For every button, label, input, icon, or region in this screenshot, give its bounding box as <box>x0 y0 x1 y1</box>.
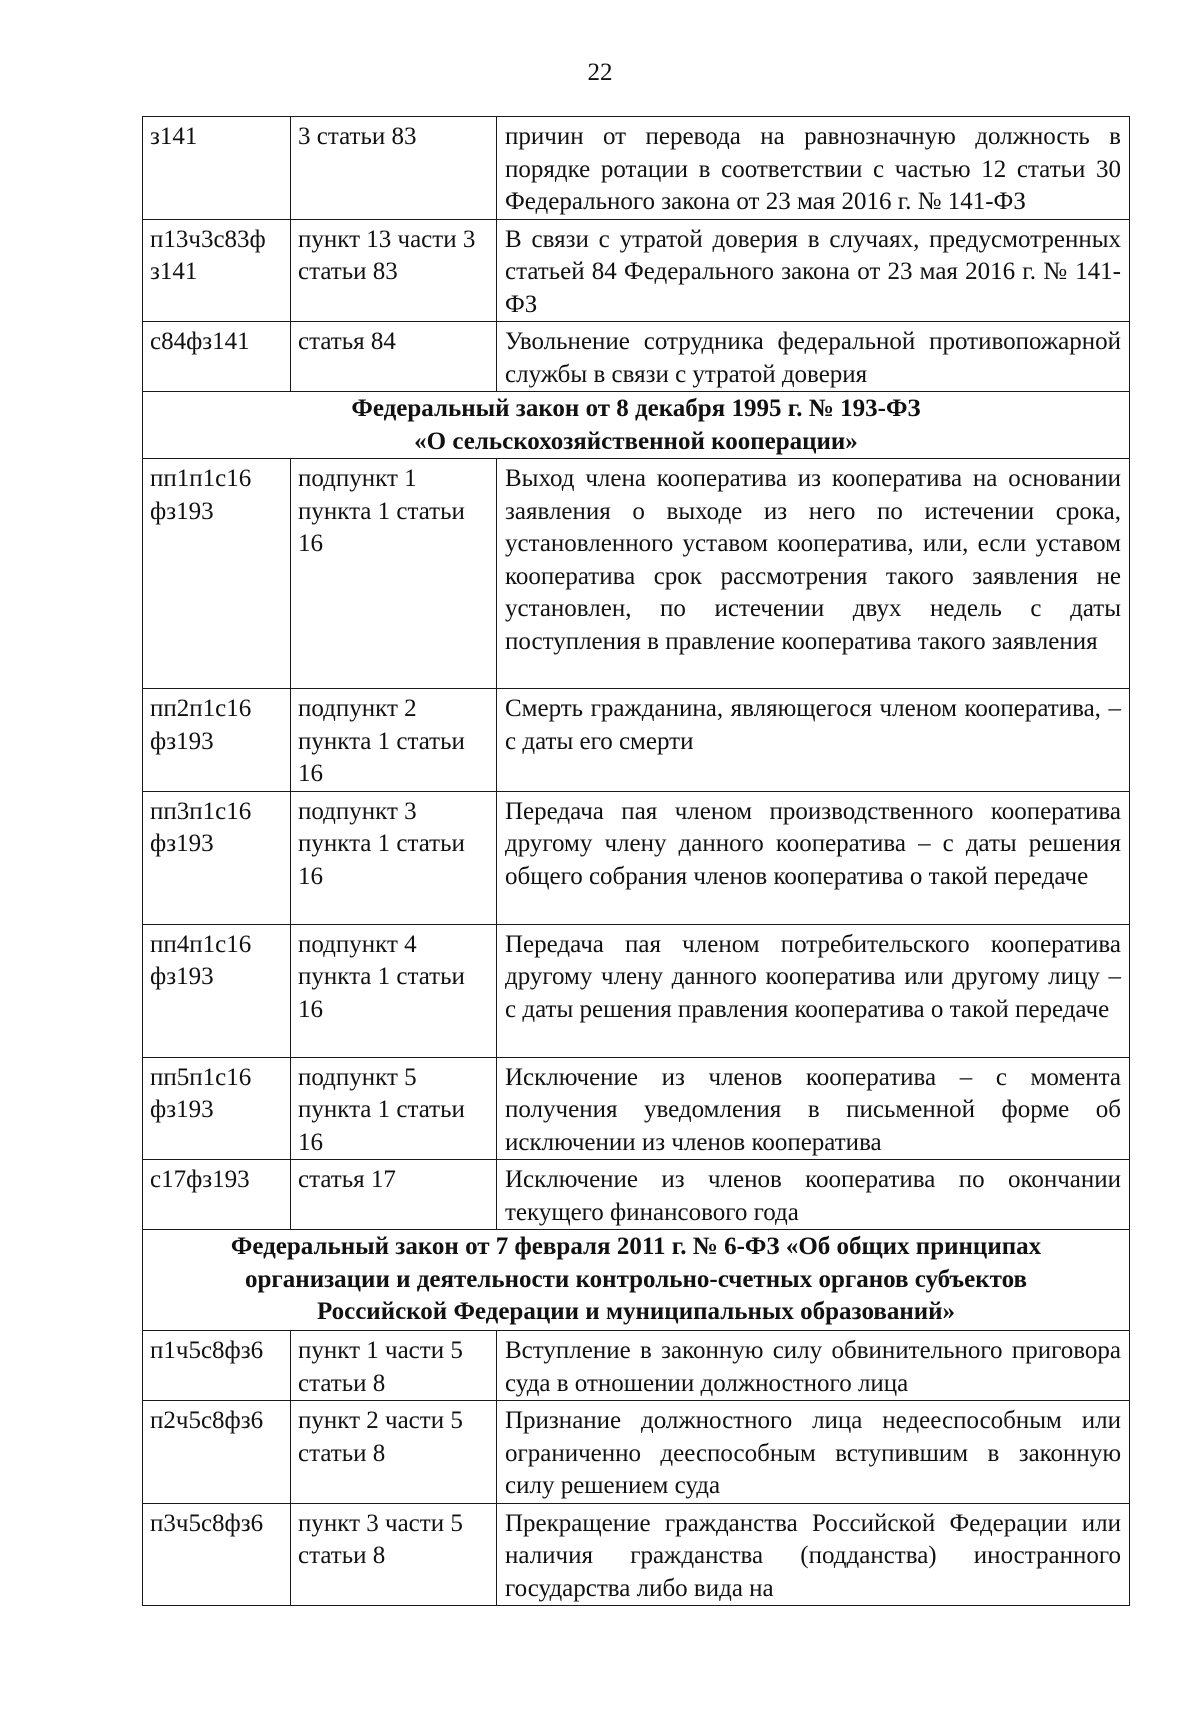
code-cell: с84фз141 <box>143 322 291 392</box>
description-cell: В связи с утратой доверия в случаях, предусмотренных статьей 84 Федерального закона от 23 мая 2016 г. № 141-ФЗ <box>497 219 1130 322</box>
description-cell: Смерть гражданина, являющегося членом кооператива, – с даты его смерти <box>497 689 1130 792</box>
description-cell: Передача пая членом потребительского кооператива другому члену данного кооператива или другому лицу – с даты решения правления кооператива о такой передаче <box>497 924 1130 1057</box>
section-header-row <box>143 1230 1130 1331</box>
code-cell: п1ч5с8фз6 <box>143 1331 291 1401</box>
section-heading <box>143 1230 1130 1331</box>
description-cell: причин от перевода на равнозначную должность в порядке ротации в соответствии с частью 12 статьи 30 Федерального закона от 23 мая 2016 г. № 141-ФЗ <box>497 117 1130 220</box>
section-heading-line: Федеральный закон от 7 февраля 2011 г. № 6-ФЗ «Об общих принципах <box>230 1233 1042 1260</box>
table-row <box>143 791 1130 924</box>
description-cell: Выход члена кооператива из кооператива на основании заявления о выходе из него по истечении срока, установленного уставом кооператива, или, если уставом кооператива срок рассмотрения такого заявления не установлен, по истечении двух недель с даты поступления в правление кооператива такого заявления <box>497 459 1130 689</box>
reference-cell: пункт 3 части 5 статьи 8 <box>291 1503 497 1606</box>
code-cell: пп2п1с16 фз193 <box>143 689 291 792</box>
description-cell: Прекращение гражданства Российской Федерации или наличия гражданства (подданства) иностранного государства либо вида на <box>497 1503 1130 1606</box>
code-cell: п3ч5с8фз6 <box>143 1503 291 1606</box>
code-cell: пп3п1с16 фз193 <box>143 791 291 924</box>
table-row <box>143 459 1130 689</box>
description-cell: Признание должностного лица недееспособным или ограниченно дееспособным вступившим в законную силу решением суда <box>497 1401 1130 1504</box>
code-cell: пп5п1с16 фз193 <box>143 1057 291 1160</box>
table-row <box>143 1401 1130 1504</box>
table-row <box>143 117 1130 220</box>
reference-cell: подпункт 3 пункта 1 статьи 16 <box>291 791 497 924</box>
description-cell: Передача пая членом производственного кооператива другому члену данного кооператива – с даты решения общего собрания членов кооператива о такой передаче <box>497 791 1130 924</box>
description-cell: Вступление в законную силу обвинительного приговора суда в отношении должностного лица <box>497 1331 1130 1401</box>
code-cell: п13ч3с83ф з141 <box>143 219 291 322</box>
description-cell: Исключение из членов кооператива – с момента получения уведомления в письменной форме об исключении из членов кооператива <box>497 1057 1130 1160</box>
section-heading <box>143 392 1130 459</box>
table-row <box>143 1503 1130 1606</box>
code-cell: з141 <box>143 117 291 220</box>
reference-cell: подпункт 2 пункта 1 статьи 16 <box>291 689 497 792</box>
code-cell: пп1п1с16 фз193 <box>143 459 291 689</box>
reference-cell: подпункт 1 пункта 1 статьи 16 <box>291 459 497 689</box>
table-row <box>143 1057 1130 1160</box>
table-row <box>143 1331 1130 1401</box>
reference-cell: пункт 13 части 3 статьи 83 <box>291 219 497 322</box>
section-header-row <box>143 392 1130 459</box>
table-row <box>143 322 1130 392</box>
termination-grounds-table <box>142 116 1130 1606</box>
reference-cell: пункт 2 части 5 статьи 8 <box>291 1401 497 1504</box>
reference-cell: статья 84 <box>291 322 497 392</box>
table-row <box>143 689 1130 792</box>
reference-cell: подпункт 5 пункта 1 статьи 16 <box>291 1057 497 1160</box>
section-heading-line: Российской Федерации и муниципальных образований» <box>316 1298 956 1325</box>
reference-cell: подпункт 4 пункта 1 статьи 16 <box>291 924 497 1057</box>
code-cell: пп4п1с16 фз193 <box>143 924 291 1057</box>
code-cell: п2ч5с8фз6 <box>143 1401 291 1504</box>
table-row <box>143 1160 1130 1230</box>
description-cell: Увольнение сотрудника федеральной противопожарной службы в связи с утратой доверия <box>497 322 1130 392</box>
code-cell: с17фз193 <box>143 1160 291 1230</box>
table-row <box>143 219 1130 322</box>
description-cell: Исключение из членов кооператива по окончании текущего финансового года <box>497 1160 1130 1230</box>
page-number: 22 <box>587 59 613 86</box>
reference-cell: 3 статьи 83 <box>291 117 497 220</box>
reference-cell: статья 17 <box>291 1160 497 1230</box>
reference-cell: пункт 1 части 5 статьи 8 <box>291 1331 497 1401</box>
section-heading-line: организации и деятельности контрольно-счетных органов субъектов <box>245 1265 1027 1293</box>
section-heading-line: Федеральный закон от 8 декабря 1995 г. № 193-ФЗ <box>351 395 921 422</box>
section-heading-line: «О сельскохозяйственной кооперации» <box>414 427 858 455</box>
table-row <box>143 924 1130 1057</box>
